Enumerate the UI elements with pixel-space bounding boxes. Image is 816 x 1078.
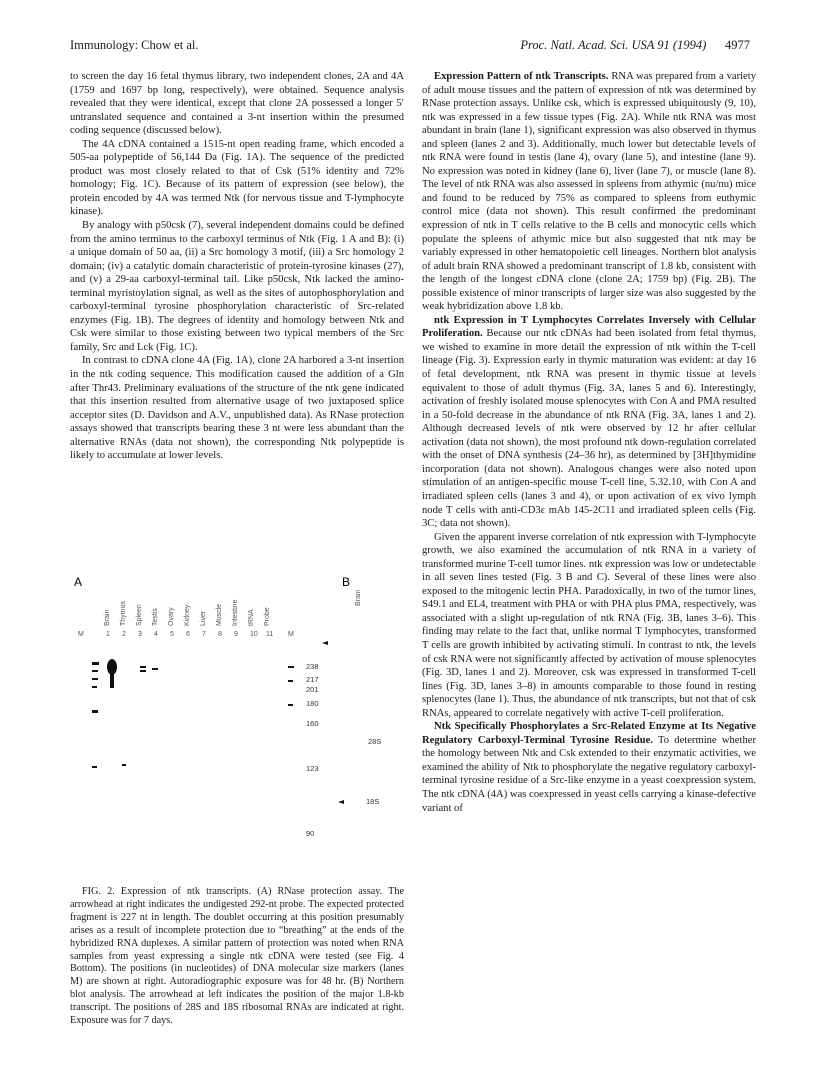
- lane-name-label: tRNA: [248, 609, 255, 626]
- arrowhead: [322, 641, 328, 645]
- paragraph: Ntk Specifically Phosphorylates a Src-Related Enzyme at Its Negative Regulatory Carboxyl-Terminal Tyrosine Residue. To determine whether the homology between Ntk and Csk extended to their enzymatic activities, we examined the ability of Ntk to phosphorylate the negative regulatory carboxyl-terminal tyrosine residue of a Src-like enzyme in a yeast coexpression system. The ntk cDNA (4A) was coexpressed in yeast cells carrying a kinase-defective variant of: [422, 721, 756, 814]
- marker-217: 217: [306, 675, 319, 684]
- lane-name-label: Kidney: [184, 604, 191, 626]
- gel-image: [70, 576, 404, 876]
- lane-labels: [104, 599, 273, 638]
- paragraph: Expression Pattern of ntk Transcripts. RNA was prepared from a variety of adult mouse tissues and the pattern of expression of ntk was determined by RNase protection assays. Unlike csk, which is expressed ubiquitously (9, 10), ntk was expressed in a few tissue types (Fig. 2A). While ntk RNA was most abundant in brain (lane 1), significant expression was also observed in thymus and spleen (lanes 2 and 3). Additionally, much lower but detectable levels of ntk RNA were found in testis (lane 4), ovary (lane 5), and intestine (lane 9). No expression was noted in kidney (lane 6), liver (lane 7), or muscle (lane 8). The level of ntk RNA was also assessed in spleens from athymic (nu/nu) mice and found to be reduced by 75% as compared to spleens from euthymic control mice (data not shown). This result confirmed the predominant expression of ntk in T cells relative to the B cells and monocytic cells which populate the spleens of athymic mice but also suggested that ntk may be variably expressed in other hematopoietic cell lineages. Northern blot analysis of adult brain RNA showed a predominant transcript of 1.8 kb, consistent with the length of the longest cDNA clone (clone 2A; 1759 bp) (Fig. 2B). The possible existence of minor transcripts of larger size was also suggested by the weak hybridization above 1.8 kb.: [422, 71, 756, 313]
- band: [288, 704, 293, 706]
- marker-90: 90: [306, 829, 315, 838]
- lane-m2-label: M: [288, 631, 294, 638]
- arrowhead: [338, 800, 344, 804]
- band: [122, 764, 126, 766]
- band: [92, 686, 97, 688]
- marker-180: 180: [306, 699, 319, 708]
- lane-name-label: Probe: [264, 607, 271, 626]
- lane-number-label: 4: [154, 631, 158, 638]
- lane-name-label: Thymus: [120, 601, 127, 626]
- figure-caption: [70, 886, 404, 1028]
- lane-number-label: 5: [170, 631, 174, 638]
- marker-238: 238: [306, 662, 319, 671]
- lane-name-label: Liver: [200, 610, 207, 626]
- band: [92, 710, 98, 713]
- band: [140, 666, 146, 668]
- lane-name-label: Brain: [104, 609, 111, 626]
- marker-18s: 18S: [366, 797, 380, 806]
- marker-28s: 28S: [368, 737, 382, 746]
- lane-number-label: 6: [186, 631, 190, 638]
- caption-text: FIG. 2. Expression of ntk transcripts. (A) RNase protection assay. The arrowhead at right indicates the undigested 292-nt probe. The expected protected fragment is 227 nt in length. The doublet occurring at this position presumably arises as a result of incomplete protection due to “breathing” at the ends of the hybridized RNA duplexes. A similar pattern of protection was noted when RNA samples from yeast expressing a single ntk cDNA were tested (see Fig. 4 Bottom). The positions (in nucleotides) of DNA molecular size markers (lanes M) are shown at right. Autoradiographic exposure was for 48 hr. (B) Northern blot analysis. The arrowhead at left indicates the position of the major 1.8-kb transcript. The positions of 28S and 18S ribosomal RNAs are indicated at right. Exposure was for 7 days.: [70, 886, 404, 1027]
- left-column: [70, 70, 404, 463]
- lane-name-label: Ovary: [168, 607, 175, 626]
- lane-name-label: Spleen: [136, 604, 143, 626]
- section-heading: Ntk Specifically Phosphorylates a Src-Related Enzyme at Its Negative Regulatory Carboxyl-Terminal Tyrosine Residue.: [422, 721, 756, 746]
- paragraph: to screen the day 16 fetal thymus library, two independent clones, 2A and 4A (1759 and 1697 bp long, respectively), were obtained. Sequence analysis revealed that they were identical, except that clone 2A possessed a longer 5′ untranslated sequence and contained a 3-nt insertion within the presumed coding sequence (discussed below).: [70, 71, 404, 137]
- section-heading: Expression Pattern of ntk Transcripts.: [434, 71, 609, 82]
- lane-number-label: 3: [138, 631, 142, 638]
- paragraph: In contrast to cDNA clone 4A (Fig. 1A), clone 2A harbored a 3-nt insertion in the ntk coding sequence. This modification caused the addition of a Gln after Thr43. Preliminary evaluations of the structure of the ntk gene indicated that this insertion resulted from alternative usage of two juxtaposed splice acceptor sites (D. Davidson and A.V., unpublished data). As RNase protection assays showed that transcripts bearing these 3 nt were less abundant than the alternative RNAs (data not shown), the corresponding Ntk polypeptide is likely to accumulate at lower levels.: [70, 355, 404, 462]
- band: [92, 678, 98, 680]
- marker-160: 160: [306, 719, 319, 728]
- panel-a-label: A: [74, 576, 83, 589]
- marker-123: 123: [306, 764, 319, 773]
- band: [92, 766, 97, 768]
- lane-number-label: 2: [122, 631, 126, 638]
- right-column: [422, 70, 756, 815]
- lane-number-label: 11: [266, 631, 274, 638]
- lane-name-label: Testis: [152, 608, 159, 626]
- band: [288, 680, 293, 682]
- section-heading: ntk Expression in T Lymphocytes Correlates Inversely with Cellular Proliferation.: [422, 314, 756, 340]
- panel-b-lane-label: Brain: [355, 589, 362, 606]
- lane-name-label: Intestine: [232, 599, 239, 626]
- paragraph: Given the apparent inverse correlation of ntk expression with T-lymphocyte growth, we also examined the accumulation of ntk RNA in a variety of transformed murine T-cell tumor lines. ntk expression was low or undetectable in all seven lines tested (Fig. 3 B and C). Several of these lines were also exposed to the mitogenic lectin PHA. Paradoxically, in two of the tumor lines, S49.1 and EL4, treatment with PHA or with PHA plus PMA, respectively, was associated with a slight up-regulation of ntk RNA (Fig. 3B, lanes 3–6). This finding may relate to the fact that, unlike normal T lymphocytes, transformed T cells are growth inhibited by activating stimuli. In contrast to ntk, the levels of csk RNA were not significantly affected by activation of mouse splenocytes (Fig. 3D, lanes 1 and 2). Moreover, csk was expressed in transformed T-cell lines (Fig. 3D, lanes 3–8) in amounts comparable to those found in resting splenocytes (lane 1). Thus, the abundance of ntk transcripts, but not that of csk RNAs, appeared to correlate negatively with active T-cell proliferation.: [422, 531, 756, 719]
- journal-citation: Proc. Natl. Acad. Sci. USA 91 (1994) 4977: [520, 38, 750, 52]
- lane-number-label: 10: [250, 631, 258, 638]
- paragraph: By analogy with p50csk (7), several independent domains could be defined from the amino terminus to the carboxyl terminus of Ntk (Fig. 1 A and B): (i) a unique domain of 50 aa, (ii) a Src homology 3 motif, (iii) a Src homology 2 domain; (iv) a catalytic domain characteristic of protein-tyrosine kinases (27), and (v) a 29-aa carboxyl-terminal tail. Like p50csk, Ntk lacked the amino-terminal myristoylation signal, as well as the sites of autophosphorylation and carboxyl-terminal tyrosine phosphorylation characteristic of Src-related enzymes (Fig. 1B). The degrees of identity and homology between Ntk and Csk were similar to those existing between two typical members of the Src family, Src and Lck (Fig. 1C).: [70, 220, 404, 353]
- band: [288, 666, 294, 668]
- lane-name-label: Muscle: [216, 603, 223, 626]
- lane-number-label: 9: [234, 631, 238, 638]
- running-head: Immunology: Chow et al.: [70, 38, 199, 52]
- panel-b-label: B: [342, 576, 351, 589]
- band: [152, 668, 158, 670]
- band: [92, 662, 99, 665]
- paragraph: The 4A cDNA contained a 1515-nt open reading frame, which encoded a 505-aa polypeptide of 56,144 Da (Fig. 1A). The sequence of the predicted product was most closely related to that of Csk (51% identity and 72% homology; Fig. 1C). Because of its pattern of expression (see below), the protein encoded by 4A was termed Ntk (for nervous tissue and T-lymphocyte kinase).: [70, 138, 404, 218]
- page-number: 4977: [725, 38, 750, 52]
- marker-201: 201: [306, 685, 319, 694]
- paragraph: ntk Expression in T Lymphocytes Correlates Inversely with Cellular Proliferation. Because our ntk cDNAs had been isolated from fetal thymus, we wished to examine in more detail the expression of ntk within the T-cell lineage (Fig. 3). Expression early in thymic maturation was evident: at day 16 of fetal development, ntk RNA was present in thymic tissue at levels equivalent to those of adult thymus (Fig. 3A, lanes 5 and 6). Interestingly, activation of freshly isolated mouse splenocytes with Con A and PMA resulted in a 50-fold decrease in the abundance of ntk RNA (Fig. 3A, lanes 1 and 2). Although decreased levels of ntk were observed by 12 hr after cellular activation (data not shown), the most profound ntk down-regulation correlated with the onset of DNA synthesis (24–36 hr), as determined by [3H]thymidine incorporation (data not shown). Analogous changes were also noted upon stimulation of an antigen-specific mouse T-cell line, 5.32.10, with Con A and irradiated spleen cells (lanes 3 and 4), or upon activation of ex vivo lymph node T cells with anti-CD3ε mAb 145-2C11 and irradiated spleen cells (Fig. 3C; data not shown).: [422, 314, 756, 530]
- marker-labels: [306, 662, 381, 838]
- band: [92, 670, 98, 672]
- band: [140, 670, 146, 672]
- lane-number-label: 8: [218, 631, 222, 638]
- lane-m-label: M: [78, 631, 84, 638]
- band: [110, 672, 114, 688]
- lane-number-label: 1: [106, 631, 110, 638]
- figure-2: [70, 576, 404, 876]
- lane-number-label: 7: [202, 631, 206, 638]
